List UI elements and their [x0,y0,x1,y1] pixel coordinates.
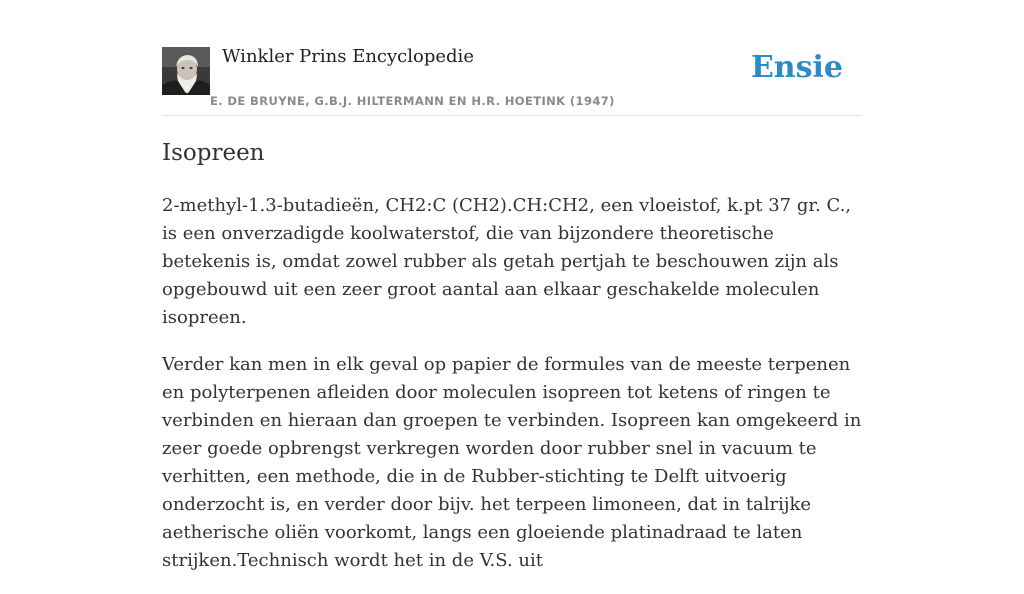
source-title[interactable]: Winkler Prins Encyclopedie [222,46,474,67]
source-header [162,0,862,116]
source-authors: E. DE BRUYNE, G.B.J. HILTERMANN EN H.R. HOETINK (1947) [210,94,615,108]
entry-paragraph: Verder kan men in elk geval op papier de formules van de meeste terpenen en polyterpenen afleiden door moleculen isopreen tot ketens of ringen te verbinden en hieraan dan groepen te verbinden. Isopreen kan omgekeerd in zeer goede opbrengst verkregen worden door rubber snel in vacuum te verhitten, een methode, die in de Rubber-stichting te Delft uitvoerig onderzocht is, en verder door bijv. het terpeen limoneen, dat in talrijke aetherische oliën voorkomt, langs een gloeiende platinadraad te laten strijken.Technisch wordt het in de V.S. uit [162,354,862,571]
entry-content [162,192,862,594]
entry-title: Isopreen [162,140,265,166]
author-portrait-icon [162,47,210,95]
page [162,0,862,571]
entry-paragraph: 2-methyl-1.3-butadieën, CH2:C (CH2).CH:CH2, een vloeistof, k.pt 37 gr. C., is een onverzadigde koolwaterstof, die van bijzondere theoretische betekenis is, omdat zowel rubber als getah pertjah te beschouwen zijn als opgebouwd uit een zeer groot aantal aan elkaar geschakelde moleculen isopreen. [162,195,852,328]
ensie-logo[interactable]: Ensie [750,50,843,85]
